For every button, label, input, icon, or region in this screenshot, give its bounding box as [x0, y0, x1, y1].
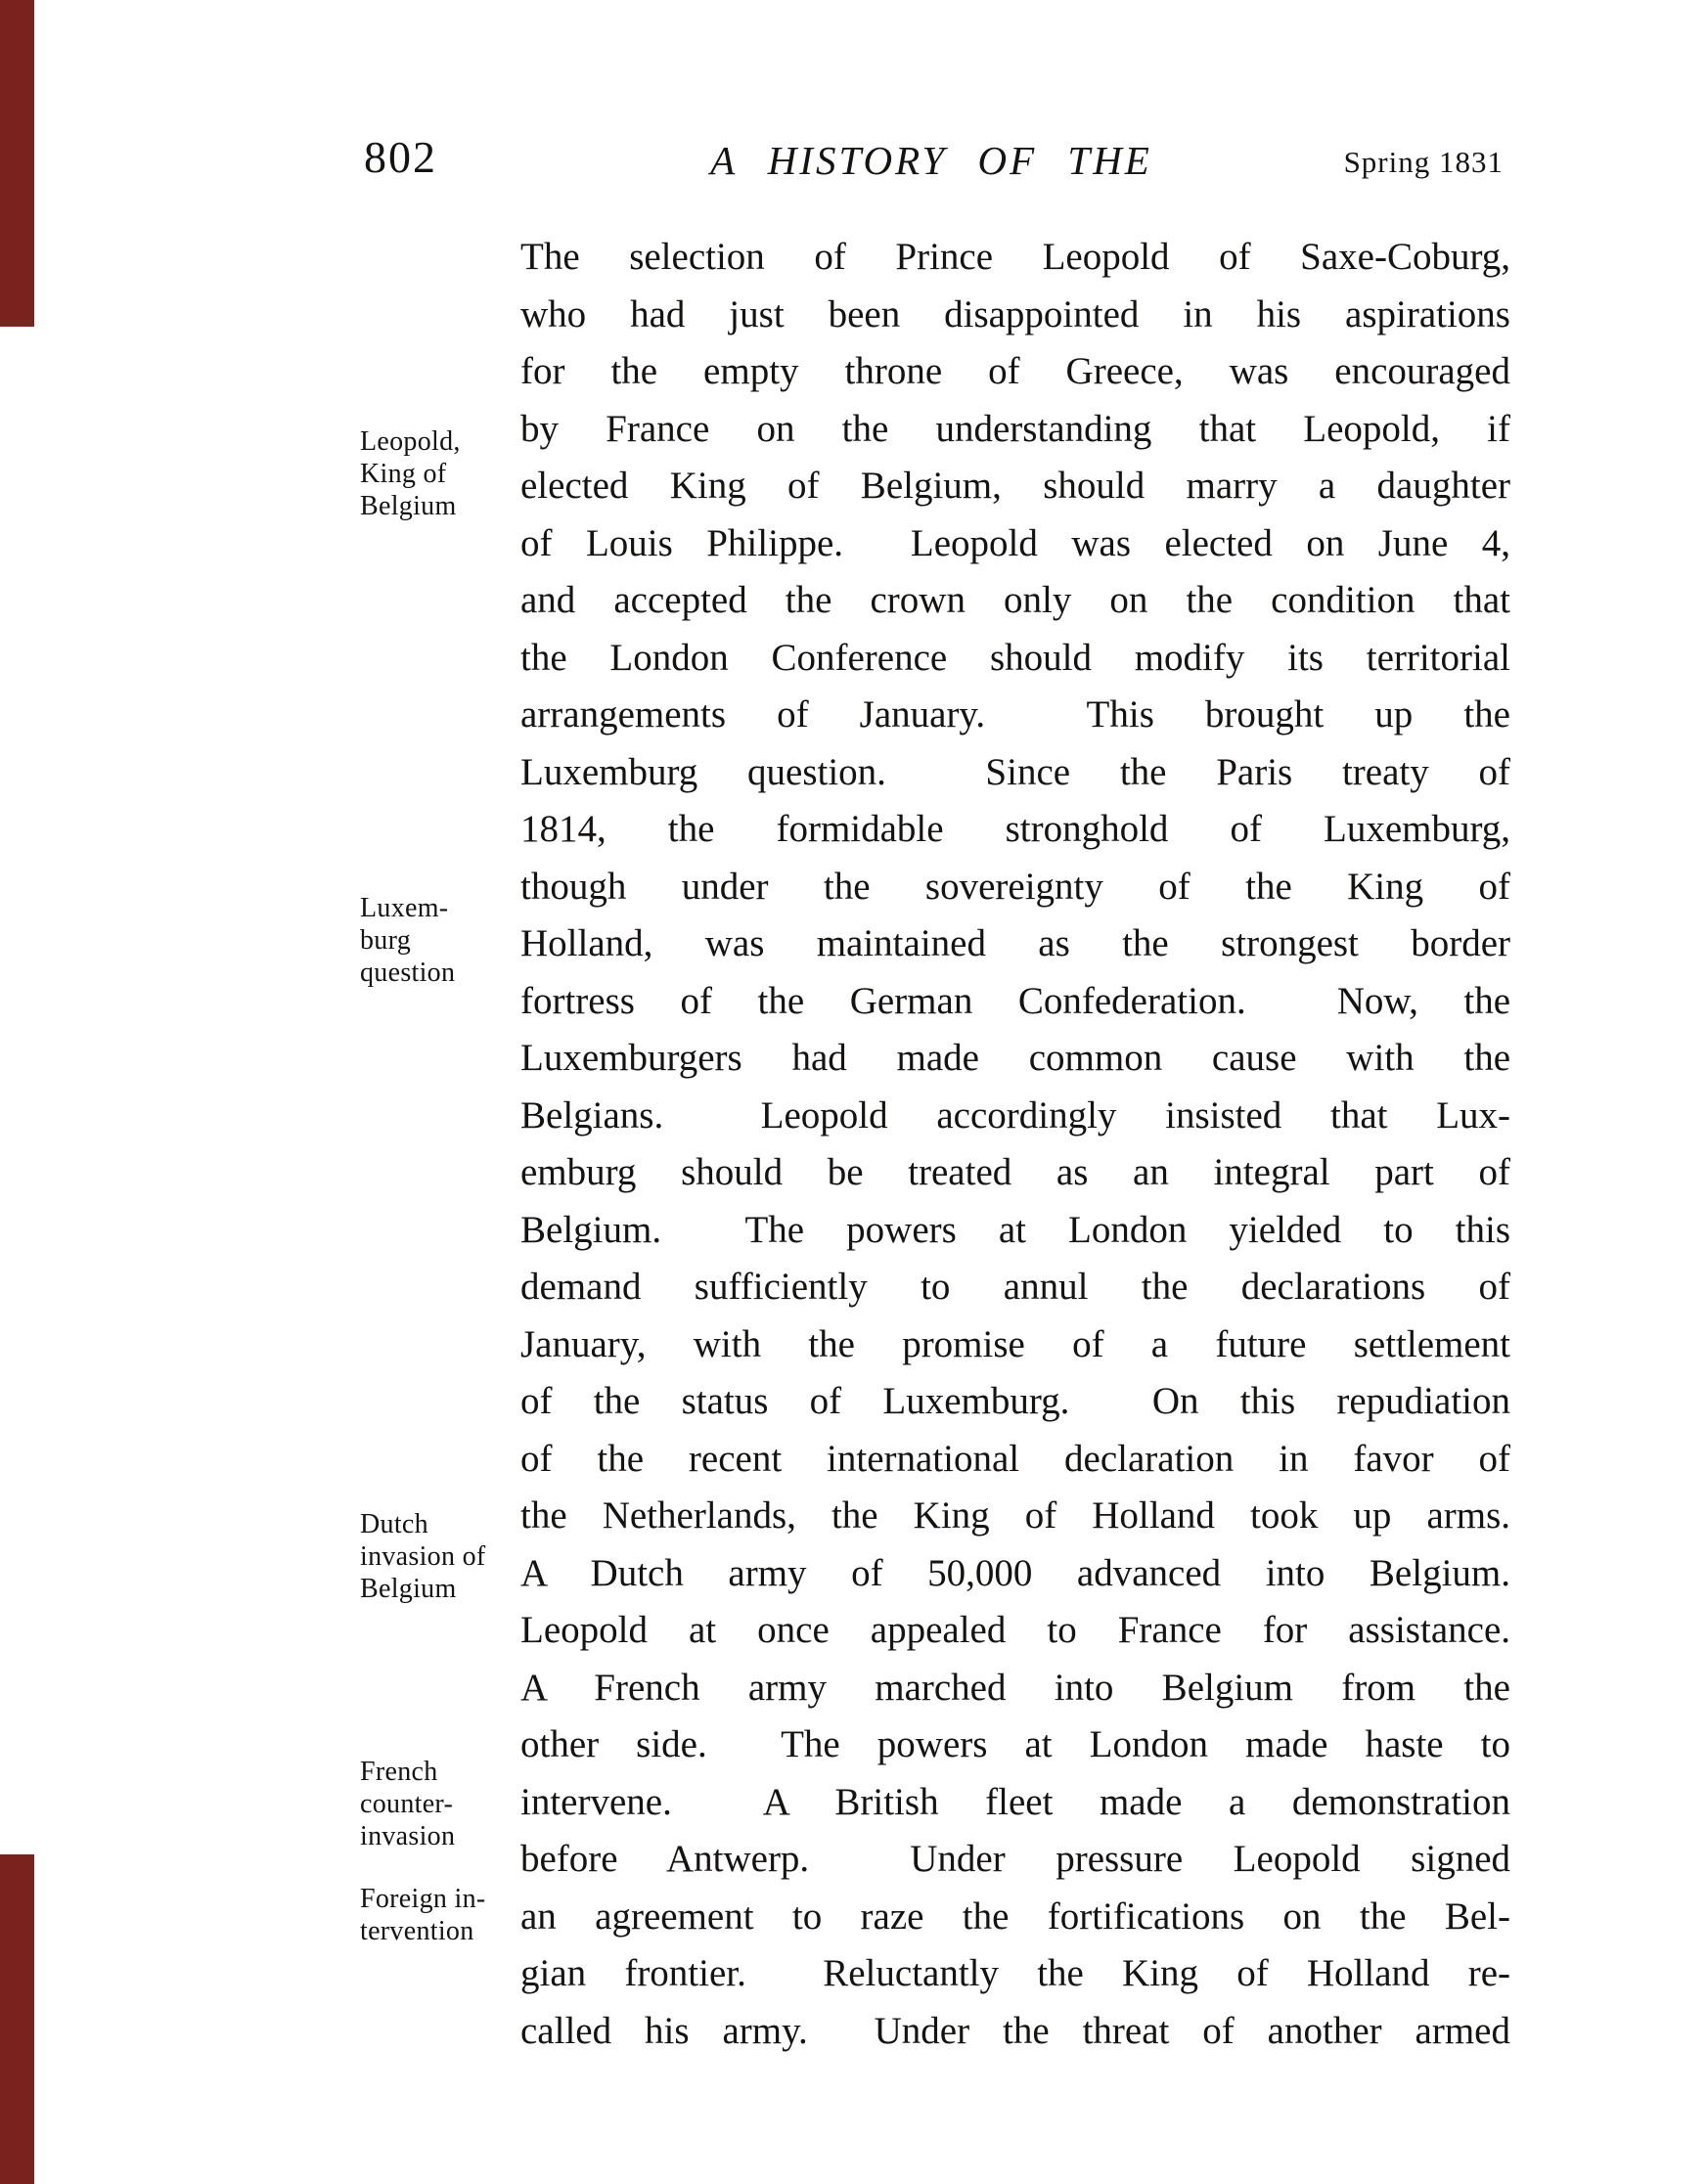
text-line: A Dutch army of 50,000 advanced into Belgium. [520, 1551, 1510, 1594]
margin-note-line: Belgium [360, 1574, 457, 1604]
text-line: 1814, the formidable stronghold of Luxemburg, [520, 808, 1510, 850]
text-line: Belgium. The powers at London yielded to this [520, 1208, 1510, 1251]
text-line: arrangements of January. This brought up the [520, 693, 1510, 735]
margin-note-french-counter-invasion [360, 1756, 521, 1852]
margin-note-line: burg [360, 925, 412, 956]
text-line: for the empty throne of Greece, was encouraged [520, 350, 1510, 392]
body-text [520, 229, 1510, 2060]
text-line: Luxemburgers had made common cause with the [520, 1037, 1510, 1079]
text-line: demand sufficiently to annul the declarations of [520, 1266, 1510, 1308]
text-line: of the status of Luxemburg. On this repudiation [520, 1380, 1510, 1422]
text-line: Luxemburg question. Since the Paris treaty of [520, 750, 1510, 793]
running-title: A HISTORY OF THE [710, 138, 1152, 183]
book-cover-edge-bottom [0, 1854, 34, 2184]
text-line: of Louis Philippe. Leopold was elected on June 4, [520, 521, 1510, 564]
text-line: emburg should be treated as an integral part of [520, 1151, 1510, 1193]
margin-note-line: invasion of [360, 1541, 486, 1572]
margin-note-line: question [360, 958, 456, 988]
text-line: intervene. A British fleet made a demonstration [520, 1780, 1510, 1823]
margin-note-line: Luxem- [360, 893, 449, 923]
margin-note-leopold-king-of-belgium [360, 425, 521, 522]
text-line: elected King of Belgium, should marry a daughter [520, 465, 1510, 507]
margin-note-line: tervention [360, 1916, 474, 1946]
text-line: the Netherlands, the King of Holland took up arms. [520, 1494, 1510, 1537]
text-line: an agreement to raze the fortifications on the Bel- [520, 1894, 1510, 1938]
text-line: and accepted the crown only on the condition that [520, 579, 1510, 621]
text-line: though under the sovereignty of the King of [520, 865, 1510, 908]
margin-note-line: French [360, 1757, 438, 1787]
text-line: A French army marched into Belgium from the [520, 1666, 1510, 1709]
margin-note-dutch-invasion-of-belgium [360, 1508, 521, 1605]
text-line: of the recent international declaration in favor of [520, 1437, 1510, 1480]
margin-note-line: Belgium [360, 491, 457, 521]
text-line: January, with the promise of a future settlement [520, 1322, 1510, 1365]
margin-note-line: Leopold, [360, 426, 461, 457]
text-line: fortress of the German Confederation. Now, the [520, 979, 1510, 1022]
text-line: who had just been disappointed in his aspirations [520, 292, 1510, 335]
text-line: Leopold at once appealed to France for assistance. [520, 1609, 1510, 1651]
margin-note-line: King of [360, 459, 447, 489]
margin-note-line: counter- [360, 1789, 454, 1819]
header-date: Spring 1831 [1343, 145, 1504, 179]
margin-note-foreign-intervention [360, 1883, 521, 1947]
text-line: gian frontier. Reluctantly the King of Holland re- [520, 1952, 1510, 1994]
text-line: other side. The powers at London made haste to [520, 1723, 1510, 1765]
text-line: the London Conference should modify its territorial [520, 636, 1510, 679]
margin-note-line: invasion [360, 1821, 456, 1851]
margin-note-line: Dutch [360, 1509, 428, 1539]
text-line: The selection of Prince Leopold of Saxe-Coburg, [520, 236, 1510, 278]
page-number: 802 [364, 132, 437, 182]
margin-note-line: Foreign in- [360, 1884, 486, 1914]
text-line: by France on the understanding that Leopold, if [520, 407, 1510, 450]
text-line: before Antwerp. Under pressure Leopold signed [520, 1838, 1510, 1880]
book-cover-edge-top [0, 0, 34, 327]
text-line: Holland, was maintained as the strongest border [520, 922, 1510, 964]
text-line: called his army. Under the threat of another armed [520, 2009, 1510, 2052]
text-line: Belgians. Leopold accordingly insisted that Lux- [520, 1093, 1510, 1137]
margin-note-luxemburg-question [360, 892, 521, 989]
